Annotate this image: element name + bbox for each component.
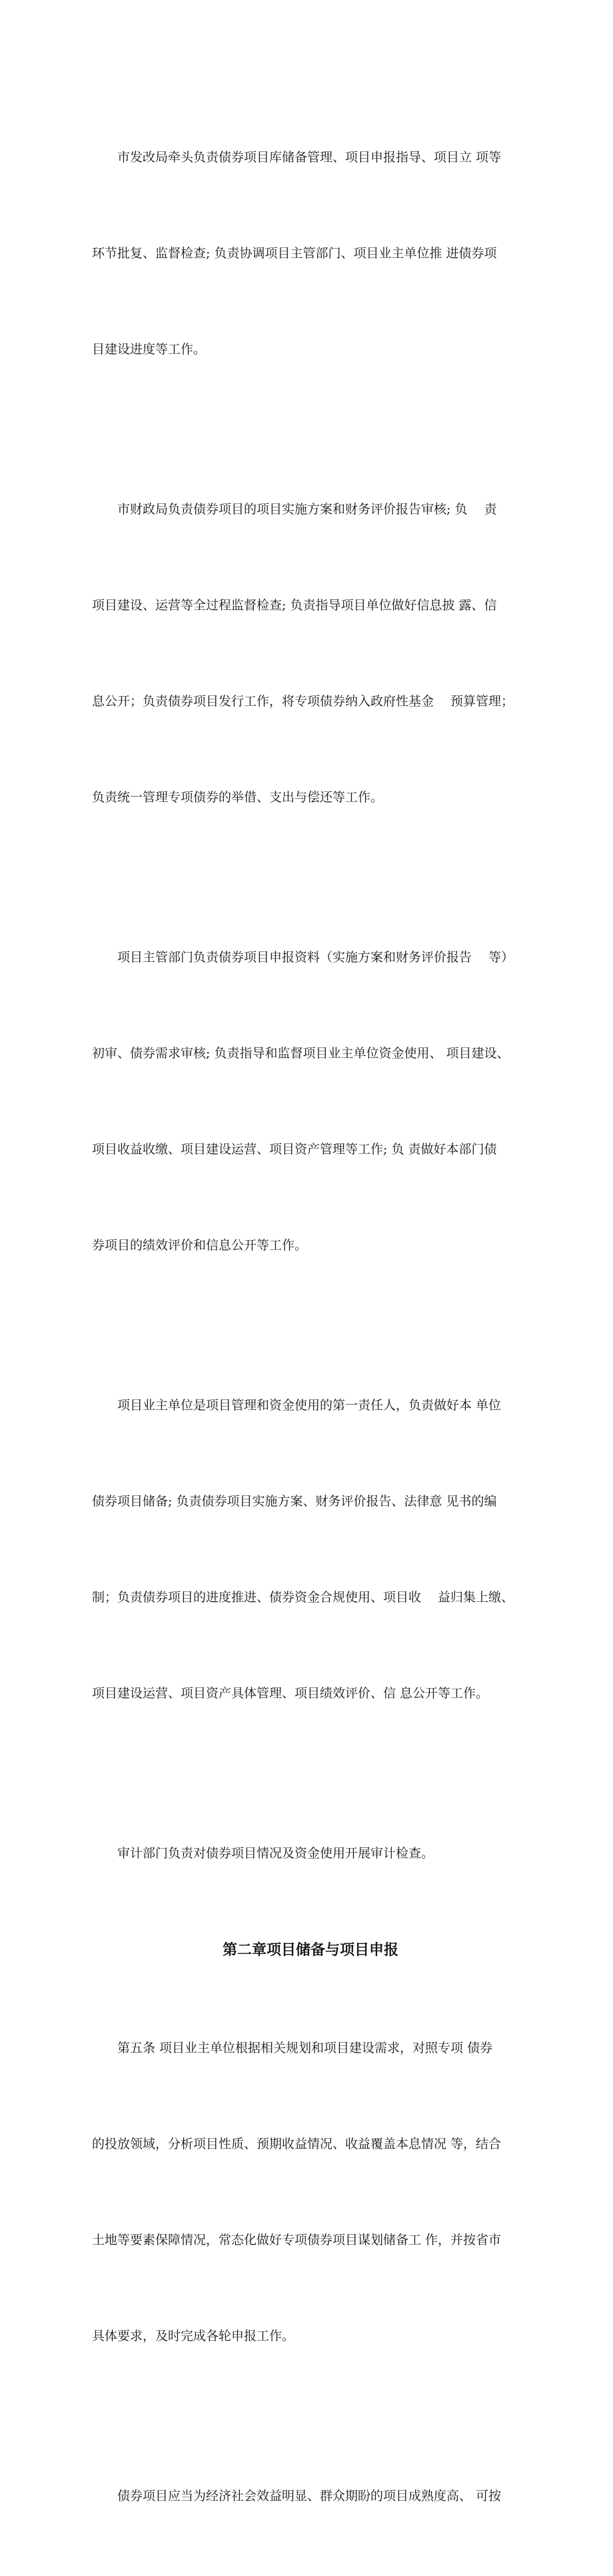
text-line: 项目主管部门负责债券项目申报资料（实施方案和财务评价报告 等） <box>117 950 514 965</box>
text-line: 息公开；负责债券项目发行工作，将专项债券纳入政府性基金 预算管理； <box>92 694 514 709</box>
text-line: 项目收益收缴、项目建设运营、项目资产管理等工作; 负 责做好本部门债 <box>92 1142 497 1157</box>
text-line: 项目建设运营、项目资产具体管理、项目绩效评价、信 息公开等工作。 <box>92 1686 489 1701</box>
text-line: 审计部门负责对债券项目情况及资金使用开展审计检查。 <box>117 1846 434 1861</box>
text-line: 市发改局牵头负责债券项目库储备管理、项目申报指导、项目立 项等 <box>117 150 502 165</box>
text-line: 初审、债券需求审核; 负责指导和监督项目业主单位资金使用、 项目建设、 <box>92 1046 510 1061</box>
paragraph-fagaiju <box>92 77 522 429</box>
paragraph-shenji <box>92 1773 522 1933</box>
paragraph-article-5 <box>92 1968 522 2416</box>
paragraph-zhaiquan-xiangmu <box>92 2416 522 2576</box>
chapter-title: 第二章项目储备与项目申报 <box>222 1942 398 1959</box>
text-line: 市财政局负责债券项目的项目实施方案和财务评价报告审核; 负 责 <box>117 502 497 517</box>
text-line: 项目业主单位是项目管理和资金使用的第一责任人，负责做好本 单位 <box>117 1398 502 1413</box>
text-line: 债券项目储备; 负责债券项目实施方案、财务评价报告、法律意 见书的编 <box>92 1494 497 1509</box>
paragraph-zhuguan-bumen <box>92 877 522 1325</box>
text-line: 负责统一管理专项债券的举借、支出与偿还等工作。 <box>92 790 384 805</box>
text-line: 制；负责债券项目的进度推进、债券资金合规使用、项目收 益归集上缴、 <box>92 1590 514 1605</box>
paragraph-yezhu-danwei <box>92 1325 522 1773</box>
text-line: 土地等要素保障情况，常态化做好专项债券项目谋划储备工 作，并按省市 <box>92 2233 502 2247</box>
text-line: 券项目的绩效评价和信息公开等工作。 <box>92 1238 308 1253</box>
text-line: 债券项目应当为经济社会效益明显、群众期盼的项目成熟度高、 可按 <box>117 2489 502 2503</box>
document-body <box>92 77 522 2576</box>
text-line: 的投放领域，分析项目性质、预期收益情况、收益覆盖本息情况 等，结合 <box>92 2137 502 2151</box>
text-line: 项目建设、运营等全过程监督检查; 负责指导项目单位做好信息披 露、信 <box>92 598 497 613</box>
text-line: 环节批复、监督检查; 负责协调项目主管部门、项目业主单位推 进债券项 <box>92 246 497 261</box>
text-line: 目建设进度等工作。 <box>92 342 207 357</box>
text-line: 第五条 项目业主单位根据相关规划和项目建设需求，对照专项 债券 <box>117 2041 493 2055</box>
text-line: 具体要求，及时完成各轮申报工作。 <box>92 2329 295 2343</box>
paragraph-caizhengju <box>92 429 522 877</box>
